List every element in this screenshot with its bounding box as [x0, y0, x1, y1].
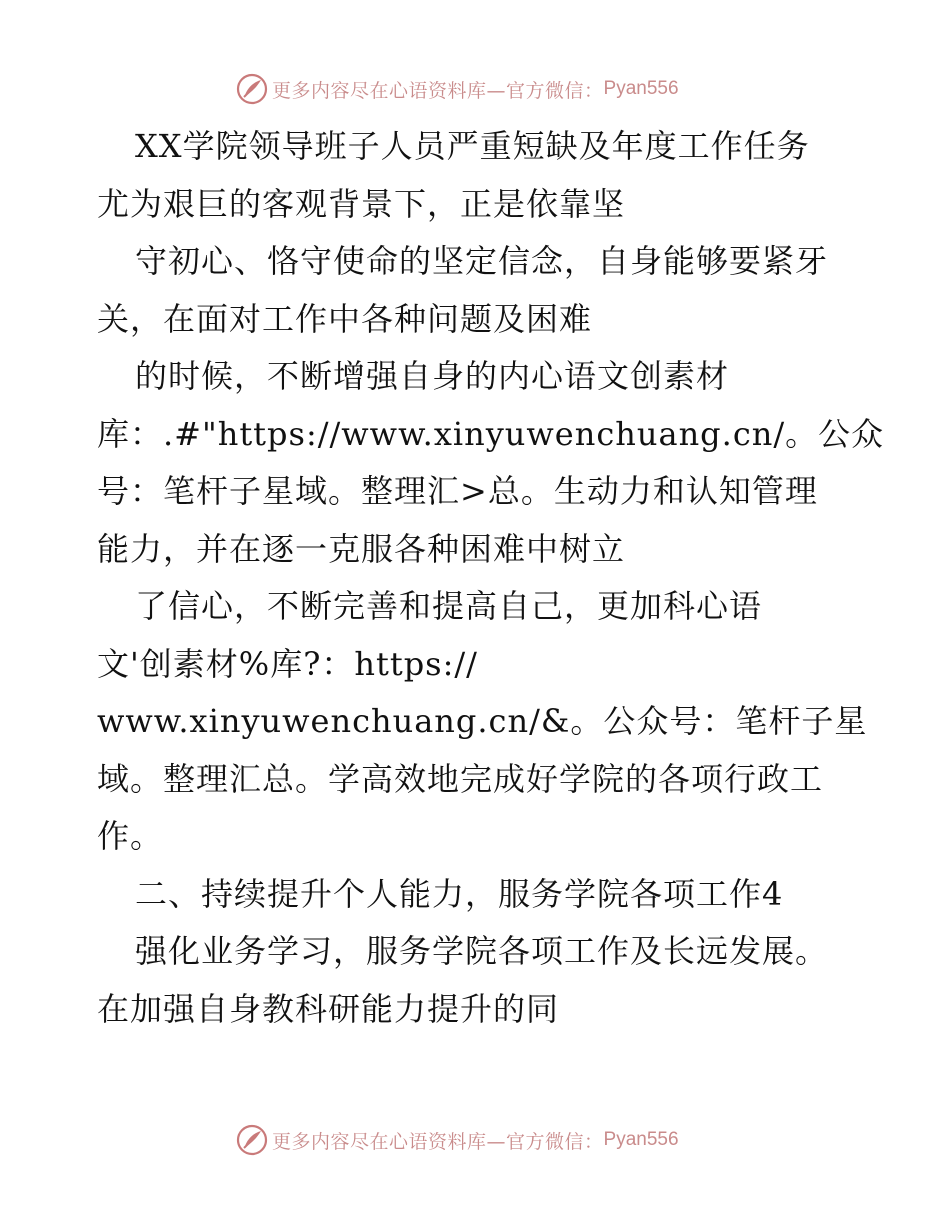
- text-line: 作。: [97, 817, 164, 855]
- text-line: 域。整理汇总。学高效地完成好学院的各项行政工: [97, 759, 824, 798]
- watermark-wechat-id: Pyan556: [603, 1129, 679, 1150]
- section-heading: 二、持续提升个人能力，服务学院各项工作4: [135, 874, 784, 913]
- text-line: www.xinyuwenchuang.cn/&。公众号：笔杆子星: [97, 702, 868, 740]
- text-line: 文'创素材%库?：https://: [97, 644, 478, 683]
- text-line: 在加强自身教科研能力提升的同: [97, 989, 560, 1028]
- text-line: 了信心，不断完善和提高自己，更加科心语: [135, 587, 763, 625]
- document-body: [97, 118, 885, 1038]
- text-line: XX学院领导班子人员严重短缺及年度工作任务: [135, 127, 810, 165]
- text-line: 强化业务学习，服务学院各项工作及长远发展。: [135, 932, 829, 970]
- watermark-wechat-id: Pyan556: [603, 78, 679, 99]
- text-line: 关，在面对工作中各种问题及困难: [97, 299, 593, 338]
- quill-seal-icon: [236, 73, 268, 105]
- text-line: 号：笔杆子星域。整理汇>总。生动力和认知管理: [97, 472, 818, 510]
- text-line: 能力，并在逐一克服各种困难中树立: [97, 529, 626, 568]
- text-line: 的时候，不断增强自身的内心语文创素材: [135, 357, 730, 395]
- text-line: 守初心、恪守使命的坚定信念，自身能够要紧牙: [135, 242, 829, 280]
- footer-watermark: [236, 1123, 679, 1157]
- text-line: 尤为艰巨的客观背景下，正是依靠坚: [97, 184, 626, 223]
- watermark-text: 更多内容尽在心语资料库—官方微信：: [272, 1130, 604, 1153]
- text-line: 库：.#"https://www.xinyuwenchuang.cn/。公众: [97, 414, 885, 453]
- header-watermark: [236, 72, 679, 106]
- quill-seal-icon: [236, 1124, 268, 1156]
- watermark-text: 更多内容尽在心语资料库—官方微信：: [272, 79, 604, 102]
